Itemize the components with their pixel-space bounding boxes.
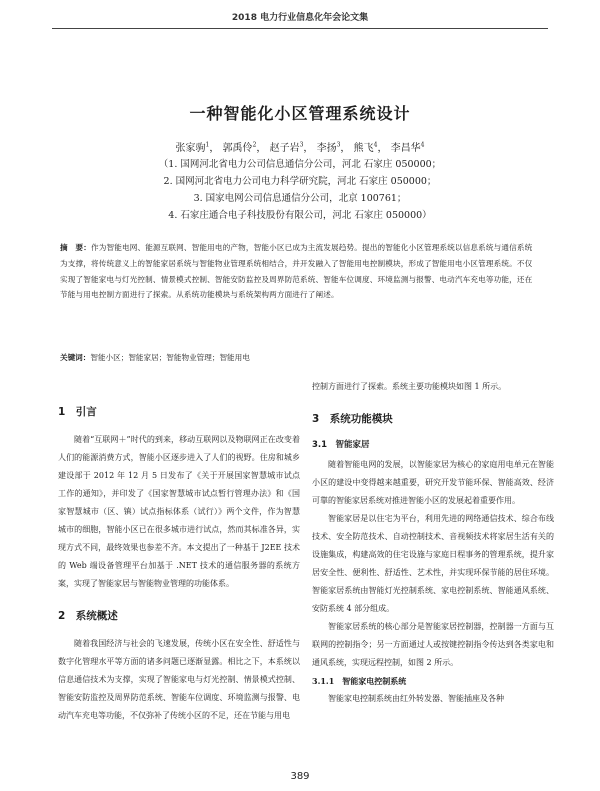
author: 李昌华$^4$ [390, 141, 425, 154]
page-number: 389 [290, 771, 310, 782]
section-heading-modules: 3 系统功能模块 [312, 413, 393, 425]
keywords-text: 智能小区；智能家居；智能物业管理；智能用电 [90, 353, 250, 362]
keywords [60, 352, 540, 363]
left-column [58, 385, 300, 725]
author: 张家驹$^1$ [175, 141, 210, 154]
paragraph: 随着智能电网的发展，以智能家居为核心的家庭用电单元在智能小区的建设中变得越来越重要，研究开发节能环保、智能高效、经济可靠的智能家居系统对推进智能小区的发展起着重要作用。 [312, 460, 554, 505]
abstract-text: 作为智能电网、能源互联网、智能用电的产物，智能小区已成为主流发展趋势。提出的智能化小区管理系统以信息系统与通信系统为支撑，将传统意义上的智能家居系统与智能物业管理系统相结合，并开发融入了智能用电控制模块，形成了智能用电小区管理系统。不仅实现了智能家电与灯光控制、情景模式控制、智能安防监控及周界防范系统、智能车位调度、环境监测与报警、电动汽车充电等功能，还在节能与用电控制方面进行了探索。从系统功能模块与系统架构两方面进行了阐述。 [60, 243, 533, 300]
abstract-label: 摘 要： [60, 243, 91, 252]
header-rule [52, 28, 548, 29]
paragraph: 智能家居是以住宅为平台，利用先进的网络通信技术、综合布线技术、安全防范技术、自动控制技术、音视频技术将家居生活有关的设施集成，构建高效的住宅设施与家庭日程事务的管理系统，提升家居安全性、便利性、舒适性、艺术性，并实现环保节能的居住环境。智能家居系统由智能灯光控制系统、家电控制系统、智能通风系统、安防系统 4 部分组成。 [312, 514, 554, 613]
subsection-heading-smart-home: 3.1 智能家居 [312, 440, 370, 450]
author: 郭禹伶$^2$ [222, 141, 257, 154]
paragraph: 智能家居系统的核心部分是智能家居控制器，控制器一方面与互联网的控制指令；另一方面通过人或按键控制指令传达到各类家电和通风系统，实现远程控制，如图 2 所示。 [312, 622, 554, 667]
running-header: 2018 电力行业信息化年会论文集 [231, 13, 369, 23]
affiliation: （1. 国网河北省电力公司信息通信分公司，河北 石家庄 050000； [158, 159, 442, 170]
paragraph: 智能家电控制系统由红外转发器、智能插座及各种 [328, 694, 504, 703]
keywords-label: 关键词： [60, 353, 91, 362]
abstract [60, 240, 540, 303]
paper-title: 一种智能化小区管理系统设计 [189, 104, 411, 123]
affiliation: 2. 国网河北省电力公司电力科学研究院，河北 石家庄 050000； [163, 176, 437, 187]
paragraph: 随着我国经济与社会的飞速发展，传统小区在安全性、舒适性与数字化管理水平等方面的诸多问题已逐渐显露。相比之下，本系统以信息通信技术为支撑，实现了智能家电与灯光控制、情景模式控制、智能安防监控及周界防范系统、智能车位调度、环境监测与报警、电动汽车充电等功能，不仅弥补了传统小区的不足，还在节能与用电 [58, 639, 300, 720]
author-list: 张家驹$^1$， 郭禹伶$^2$， 赵子岩$^3$， 李扬$^3$， 熊飞$^4$， 李昌华$^4$ [175, 141, 425, 154]
paragraph-continued: 控制方面进行了探索。系统主要功能模块如图 1 所示。 [312, 382, 507, 391]
subsubsection-heading-appliance-control: 3.1.1 智能家电控制系统 [312, 676, 407, 686]
affiliations [100, 156, 500, 224]
section-heading-introduction: 1 引言 [58, 406, 97, 418]
author: 李扬$^3$ [316, 141, 341, 154]
author: 熊飞$^4$ [353, 141, 378, 154]
affiliation: 3. 国家电网公司信息通信分公司，北京 100761； [193, 193, 407, 204]
paragraph: 随着“互联网＋”时代的到来，移动互联网以及物联网正在改变着人们的能源消费方式，智能小区逐步进入了人们的视野。住房和城乡建设部于 2012 年 12 月 5 日发布了《关于开展国家智慧城市试点工作的通知》，并印发了《国家智慧城市试点暂行管理办法》和《国家智慧城市（区、镇）试点指标体系（试行）》两个文件，作为智慧城市的细胞，智能小区已在很多城市进行试点，然而其标准各异，实现方式不同，最终效果也参差不齐。本文提出了一种基于 J2EE 技术的 Web 端设备管理平台加基于 .NET 技术的通信服务器的系统方案，实现了智能家居与智能物业管理的功能体系。 [58, 435, 300, 588]
right-column [312, 378, 554, 708]
affiliation: 4. 石家庄通合电子科技股份有限公司，河北 石家庄 050000） [168, 210, 432, 221]
section-heading-overview: 2 系统概述 [58, 610, 118, 622]
author: 赵子岩$^3$ [269, 141, 304, 154]
